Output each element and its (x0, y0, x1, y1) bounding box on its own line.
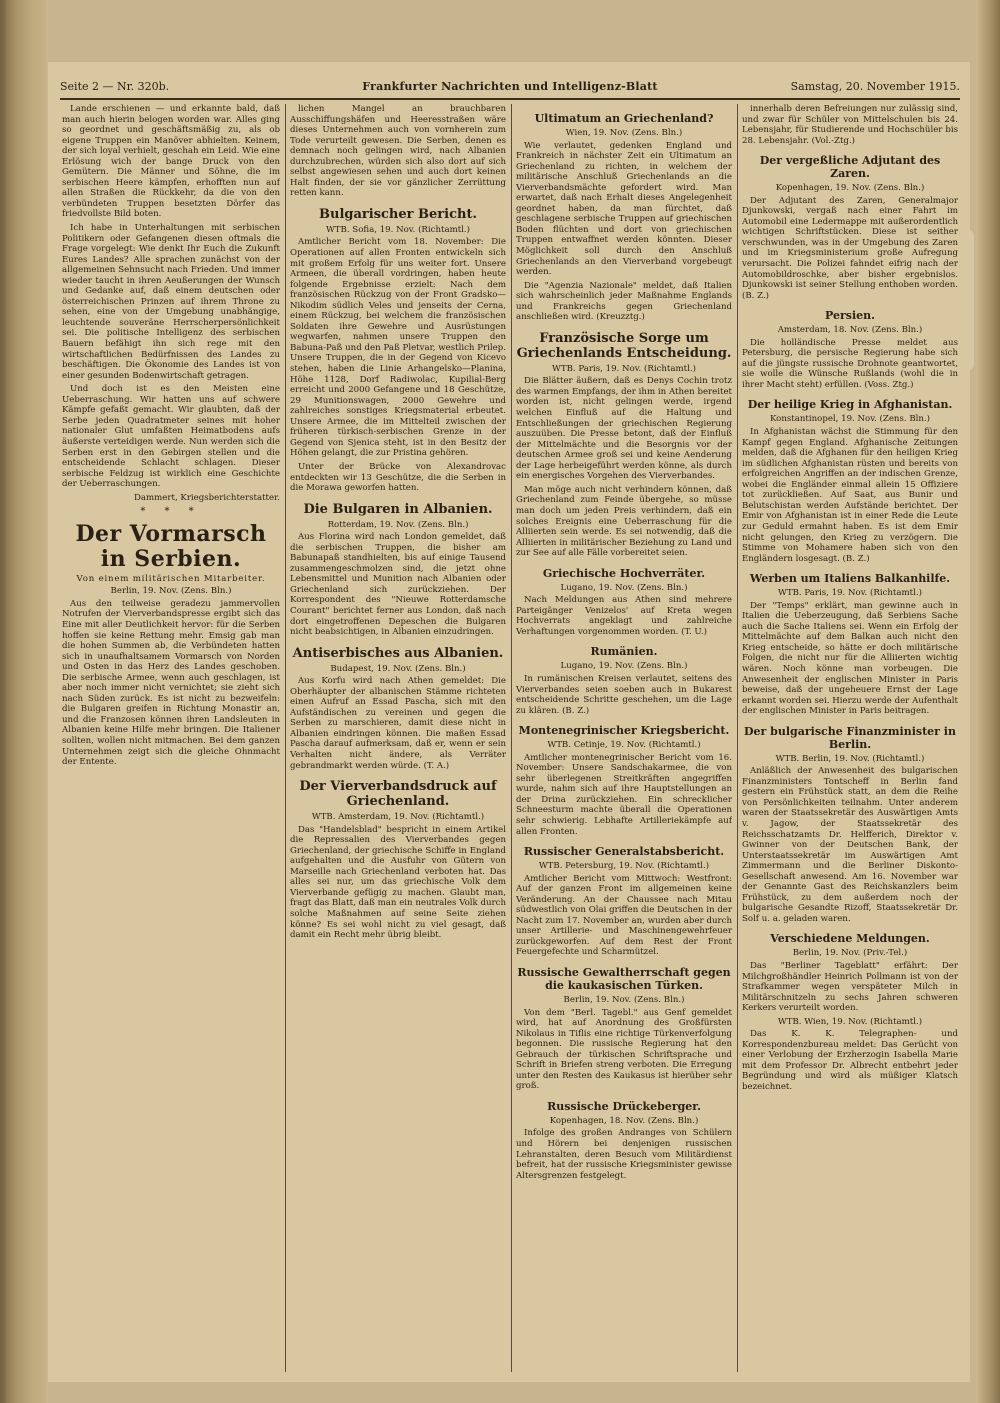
headline-vormarsch: Der Vormarsch in Serbien. (75, 520, 267, 572)
dateline: WTB. Petersburg, 19. Nov. (Richtamtl.) (538, 861, 710, 872)
article-paragraph: Die holländische Presse meldet aus Petersburg, die persische Regierung habe sich auf die jüngste russische Drohnote geantwortet, sie wolle die Wünsche Rußlands (wohl die in ihrer Macht steht) erfüllen. (Voss. Ztg.) (742, 337, 958, 390)
column-rule (285, 104, 286, 1372)
dateline: WTB. Sofia, 19. Nov. (Richtamtl.) (325, 224, 471, 235)
column-rule (511, 104, 512, 1372)
article-paragraph: Anläßlich der Anwesenheit des bulgarischen Finanzministers Tontscheff in Berlin fand gestern ein Frühstück statt, an dem die Reihe von Persönlichkeiten teilnahm. Unter anderem waren der Staatssekretär des Auswärtigen Amts v. Jagow, der Staatssekretär des Reichsschatzamts Dr. Helfferich, Direktor v. Gwinner von der Deutschen Bank, der Unterstaatssekretär im Auswärtigen Amt Zimmermann und die Berliner Diskonto-Gesellschaft anwesend. Am 16. November war der Genannte Gast des Reichskanzlers beim Frühstück, zu dem außerdem noch der bulgarische Gesandte Rizoff, Staatssekretär Dr. Solf u. a. geladen waren. (742, 766, 958, 924)
article-paragraph: Der Adjutant des Zaren, Generalmajor Djunkowski, vergaß nach einer Fahrt im Automobil eine Ledermappe mit außerordentlich wichtigen Schriftstücken. Diese ist seither verschwunden, was in der Umgebung des Zaren und im Kriegsministerium große Aufregung verursacht. Die Polizei fahndet eifrig nach der Automobildroschke, aber bisher ergebnislos. Djunkowski ist seiner Stellung enthoben worden. (B. Z.) (742, 195, 958, 301)
dateline: Lugano, 19. Nov. (Zens. Bln.) (560, 582, 688, 593)
dateline: Budapest, 19. Nov. (Zens. Bln.) (330, 663, 466, 674)
issue-date: Samstag, 20. November 1915. (790, 80, 960, 93)
article-paragraph: Man möge auch nicht verhindern können, daß Griechenland zum Feinde übergehe, so müsse man doch um jeden Preis verhindern, daß ein solches Ereignis eine Ueberraschung für die Alliierten sein werde. Es sei notwendig, daß die Alliierten in militärischer Beziehung zu Land und zur See auf alle Fälle vorbereitet seien. (516, 484, 732, 559)
author-signature: Dammert, Kriegsberichterstatter. (133, 492, 280, 503)
article-paragraph: innerhalb deren Befreiungen nur zulässig sind, und zwar für Schüler von Mittelschulen bis 24. Lebensjahr, für Studierende und Hochschüler bis 28. Lebensjahr. (Vol.-Ztg.) (742, 104, 958, 146)
left-page-edge (0, 0, 46, 1403)
headline-bulgarischer-bericht: Bulgarischer Bericht. (319, 206, 477, 222)
column-3 (516, 104, 732, 1372)
article-paragraph: Von dem "Berl. Tagebl." aus Genf gemeldet wird, hat auf Anordnung des Großfürsten Nikolaus in Tiflis eine richtige Türkenverfolgung begonnen. Die russische Regierung hat den Gebrauch der türkischen Schriftsprache und Schrift in Briefen streng verboten. Die Erregung unter den Resten des Kaukasus ist hierüber sehr groß. (516, 1007, 732, 1092)
dateline: Rotterdam, 19. Nov. (Zens. Bln.) (327, 519, 469, 530)
dateline: WTB. Amsterdam, 19. Nov. (Richtamtl.) (311, 812, 485, 823)
article-paragraph: Aus Florina wird nach London gemeldet, daß die serbischen Truppen, die bisher am Babunapaß standhielten, bis auf einige Tausend zusammengeschmolzen sind, die jetzt ohne Lebensmittel und Munition nach Albanien oder Griechenland sich zurückziehen. Der Korrespondent des "Nieuwe Rotterdamsche Courant" berichtet ferner aus London, daß nach dort eingetroffenen Depeschen die Bulgaren nicht beabsichtigen, in Albanien einzudringen. (290, 532, 506, 638)
dateline: WTB. Wien, 19. Nov. (Richtamtl.) (777, 1016, 923, 1027)
headline-gewaltherrschaft: Russische Gewaltherrschaft gegen die kaukasischen Türken. (517, 966, 731, 992)
dateline: Konstantinopel, 19. Nov. (Zens. Bln.) (769, 414, 931, 425)
article-paragraph: Unter der Brücke von Alexandrovac entdeckten wir 13 Geschütze, die die Serben in die Morawa geworfen hatten. (290, 461, 506, 494)
article-paragraph: Das K. K. Telegraphen- und Korrespondenzbureau meldet: Das Gerücht von einer Verlobung der Erzherzogin Isabella Marie mit dem Professor Dr. Albrecht entbehrt jeder Begründung und wird als müßiger Klatsch bezeichnet. (742, 1029, 958, 1093)
headline-russischer-bericht: Russischer Generalstabsbericht. (523, 845, 725, 859)
column-2 (290, 104, 506, 1372)
article-paragraph: lichen Mangel an brauchbaren Ausschiffungshäfen und Heeresstraßen wäre dieses Unternehmen auch von vornherein zum Tode verurteilt gewesen. Die Serben, denen es demnach noch gelingen wird, nach Albanien durchzubrechen, würden sich also dort auf sich selbst angewiesen sehen und auch dort keinen Halt finden, der sie vor gänzlicher Zerrüttung retten kann. (290, 104, 506, 199)
article-paragraph: Amtlicher Bericht vom 18. November: Die Operationen auf allen Fronten entwickeln sich mit großem Erfolg für uns weiter fort. Unsere Armeen, die überall vordringen, haben heute folgende Ergebnisse erzielt: Nach dem französischen Rückzug von der Front Gradsko—Nikodim südlich Veles und jenseits der Cerna, einem Rückzug, bei welchem die französischen Soldaten ihre Gewehre und Ausrüstungen wegwarfen, nahmen unsere Truppen den Babuna-Paß und den Paß Pletvar, westlich Prilep. Unsere Truppen, die in der Gegend von Kicevo stehen, haben die Linie Arhangelsko—Planina, Höhe 1128, Dorf Radiwolac, Kupilial-Berg erreicht und 2000 Gefangene und 18 Geschütze, 29 Munitionswagen, 2000 Gewehre und zahlreiches sonstiges Kriegsmaterial erbeutet. Unsere Armee, die im Mittelteil zwischen der früheren türkisch-serbischen Grenze in der Gegend von Sjenica steht, ist in den Besitz der Höhen gelangt, die zur Pristina gehören. (290, 237, 506, 459)
article-paragraph: Das "Handelsblad" bespricht in einem Artikel die Repressalien des Vierverbandes gegen Griechenland, der griechische Schiffe in England aufgehalten und die Ausfuhr von Gütern von Marseille nach Griechenland verboten hat. Das alles sei nur, um das griechische Volk dem Vierverbande gefügig zu machen. Glaubt man, fragt das Blatt, daß man ein neutrales Volk durch solche Maßnahmen auf seine Seite ziehen könne? Es sei wohl nicht zu viel gesagt, daß damit ein Recht mehr übrig bleibt. (290, 824, 506, 941)
headline-heiliger-krieg: Der heilige Krieg in Afghanistan. (747, 398, 953, 412)
column-4 (742, 104, 958, 1372)
headline-antiserbisches: Antiserbisches aus Albanien. (292, 645, 504, 661)
dateline: WTB. Cetinje, 19. Nov. (Richtamtl.) (547, 740, 701, 751)
headline-hochverraeter: Griechische Hochverräter. (542, 566, 706, 580)
article-paragraph: Die "Agenzia Nazionale" meldet, daß Italien sich wahrscheinlich jeder Maßnahme Englands und Frankreichs gegen Griechenland anschließen wird. (Kreuzztg.) (516, 280, 732, 323)
dateline: Berlin, 19. Nov. (Priv.-Tel.) (792, 948, 908, 959)
right-page-edge (978, 0, 1000, 1403)
newspaper-page (48, 62, 970, 1382)
section-divider: * * * (140, 506, 202, 518)
article-paragraph: Wie verlautet, gedenken England und Frankreich in nächster Zeit ein Ultimatum an Griechenland zu richten, in welchem der militärische Anschluß Griechenlands an die Vierverbandsmächte gefordert wird. Man erwartet, daß nach Erhalt dieses Angelegenheit geordnet haben, da man fürchtet, daß geschlagene serbische Truppen auf griechischen Boden flüchten und dort von griechischen Truppen entwaffnet werden könnten. Dieser Möglichkeit soll durch den Anschluß Griechenlands an den Vierverband vorgebeugt werden. (516, 140, 732, 278)
headline-bulgaren-albanien: Die Bulgaren in Albanien. (303, 501, 493, 517)
article-paragraph: Die Blätter äußern, daß es Denys Cochin trotz des warmen Empfangs, der ihm in Athen bereitet worden ist, nicht gelingen werde, irgend welchen Einfluß auf die Haltung und Entschließungen der griechischen Regierung auszuüben. Die Presse betont, daß der Einfluß der Mittelmächte und die Besorgnis vor der deutschen Armee groß sei und keine Aenderung der Lage herbeigeführt werden könne, als durch ein energisches Vorgehen des Vierverbandes. (516, 376, 732, 482)
headline-finanzminister: Der bulgarische Finanzminister in Berlin. (744, 724, 956, 751)
headline-verschiedene: Verschiedene Meldungen. (770, 932, 930, 946)
article-paragraph: In rumänischen Kreisen verlautet, seitens des Vierverbandes seien soeben auch in Bukarest entscheidende Schritte geschehen, um die Lage zu klären. (B. Z.) (516, 673, 732, 716)
dateline: Amsterdam, 18. Nov. (Zens. Bln.) (777, 325, 923, 336)
page-header (60, 76, 960, 100)
article-paragraph: Amtlicher Bericht vom Mittwoch: Westfront: Auf der ganzen Front im allgemeinen keine Veränderung. An der Chaussee nach Mitau südwestlich von Olai griffen die Deutschen in der Nacht zum 17. November an, wurden aber durch unser Artillerie- und Maschinengewehrfeuer zurückgeworfen. Auf dem Rest der Front Feuergefechte und Scharmützel. (516, 873, 732, 958)
column-rule (737, 104, 738, 1372)
article-paragraph: Infolge des großen Andranges von Schülern und Hörern bei denjenigen russischen Lehranstalten, deren Besuch vom Militärdienst befreit, hat der russische Kriegsminister gewisse Altersgrenzen festgelegt. (516, 1128, 732, 1181)
article-paragraph: Amtlicher montenegrinischer Bericht vom 16. November: Unsere Sandschakarmee, die von sehr überlegenen Streitkräften angegriffen wurde, nahm sich auf ihre Hauptstellungen an der Drina zurückziehen. Ein schrecklicher Schneesturm machte überall die Operationen sehr schwierig. Lebhafte Artilleriekämpfe auf allen Fronten. (516, 752, 732, 837)
article-paragraph: Lande erschienen — und erkannte bald, daß man auch hierin belogen worden war. Alles ging so geordnet und geschäftsmäßig zu, als ob eigene Truppen ein Manöver abhielten. Keinem, der sich loyal verhielt, geschah ein Leid. Wie eine Erlösung wich der bange Druck von den Gemütern. Die Männer und Söhne, die im serbischen Heere kämpfen, erhofften nun auf allen Straßen die Rückkehr, da die von den verbündeten Truppen besetzten Dörfer das friedvollste Bild boten. (62, 104, 280, 220)
dateline: WTB. Berlin, 19. Nov. (Richtamtl.) (775, 753, 925, 764)
dateline: Berlin, 19. Nov. (Zens. Bln.) (110, 586, 232, 597)
article-paragraph: Und doch ist es den Meisten eine Ueberraschung. Wir hatten uns auf schwere Kämpfe gefaßt gemacht. Wir glaubten, daß der Serbe jeden Quadratmeter seines mit hoher nationaler Glut umfaßten Heimatbodens aufs äußerste verteidigen werde. Nun werden sich die Serben erst in den Gebirgen stellen und die entscheidende Schlacht schlagen. Dieser serbische Feldzug ist wirklich eine Geschichte der Ueberraschungen. (62, 384, 280, 490)
headline-franzoesische-sorge: Französische Sorge um Griechenlands Entscheidung. (516, 330, 732, 361)
headline-montenegro: Montenegrinischer Kriegsbericht. (518, 724, 730, 738)
headline-drueckeberger: Russische Drückeberger. (547, 1099, 701, 1113)
headline-ultimatum: Ultimatum an Griechenland? (534, 112, 714, 125)
subheadline: Von einem militärischen Mitarbeiter. (76, 573, 266, 584)
article-paragraph: Das "Berliner Tageblatt" erfährt: Der Milchgroßhändler Heinrich Pollmann ist von der Strafkammer wegen verspäteter Milch in Militärschnitzeln zu sechs Jahren schweren Kerkers verurteilt worden. (742, 961, 958, 1014)
dateline: Berlin, 19. Nov. (Zens. Bln.) (563, 995, 685, 1005)
article-paragraph: In Afghanistan wächst die Stimmung für den Kampf gegen England. Afghanische Zeitungen melden, daß die Afghanen für den heiligen Krieg im südlichen Afghanistan rüsten und bereits von erfolgreichen Angriffen an der indischen Grenze, wobei die Engländer einmal allein 15 Offiziere tot zurückließen. Auf Saat, aus Bunir und Belutschistan werden Aufstände berichtet. Der Emir von Afghanistan ist in einer Rede die Leute zur Geduld ermahnt haben. Es ist dem Emir nicht gelungen, den Krieg zu verzögern. Die Stimme von Mohamere haben sich von den Engländern losgesagt. (B. Z.) (742, 427, 958, 564)
headline-adjutant: Der vergeßliche Adjutant des Zaren. (759, 154, 941, 181)
newspaper-title: Frankfurter Nachrichten und Intelligenz-Blatt (362, 80, 658, 93)
headline-rumaenien: Rumänien. (590, 645, 658, 659)
headline-vierverbandsdruck: Der Vierverbandsdruck auf Griechenland. (299, 779, 497, 810)
headline-persien: Persien. (825, 309, 875, 323)
dateline: Kopenhagen, 18. Nov. (Zens. Bln.) (549, 1115, 699, 1126)
article-paragraph: Ich habe in Unterhaltungen mit serbischen Politikern oder Gefangenen diesen oftmals die Frage vorgelegt: Wie denkt Ihr Euch die Zukunft Eures Landes? Alle sprachen zunächst von der allgemeinen Sehnsucht nach Frieden. Und immer wieder taucht in ihren Aeußerungen der Wunsch und Gedanke auf, daß einem deutschen oder österreichischen Prinzen auf ihrem Throne zu sehen, eine von der Umgebung unabhängige, leuchtende souveräne Herrscherpersönlichkeit sei. Die politische Intelligenz des serbischen Bauern befähigt ihn sich rege mit den wirtschaftlichen Bedürfnissen des Landes zu beschäftigen. Die Ökonomie des Landes ist von einer gesunden Bodenwirtschaft getragen. (62, 223, 280, 381)
article-paragraph: Nach Meldungen aus Athen sind mehrere Parteigänger Venizelos' auf Kreta wegen Hochverrats angeklagt und zahlreiche Verhaftungen vorgenommen worden. (T. U.) (516, 595, 732, 637)
dateline: Kopenhagen, 19. Nov. (Zens. Bln.) (775, 183, 925, 194)
dateline: Wien, 19. Nov. (Zens. Bln.) (565, 128, 683, 138)
headline-werben-italien: Werben um Italiens Balkanhilfe. (749, 572, 951, 586)
binding-shadow (0, 0, 6, 1403)
dateline: Lugano, 19. Nov. (Zens. Bln.) (560, 661, 688, 672)
article-paragraph: Aus den teilweise geradezu jammervollen Notrufen der Vierverbandspresse ergibt sich das Eine mit aller Deutlichkeit hervor: für die Serben hoffen sie keine Rettung mehr. Emsig gab man die hohen Summen ab, die Verbündeten hatten sich in unaufhaltsamem Vormarsch von Norden und Osten in das Herz des Landes geschoben. Die serbische Armee, wenn auch geschlagen, ist aber noch immer nicht vernichtet; sie zieht sich nach Süden zurück. Es ist nicht zu bezweifeln: die Bulgaren greifen in Richtung Monastir an, und die Franzosen können ihren Landsleuten in Albanien keine Hilfe mehr bringen. Die Italiener sollten, wollen nicht mitmachen. Bei dem ganzen Unternehmen zeigt sich die gleiche Ohnmacht der Entente. (62, 598, 280, 768)
article-paragraph: Der "Temps" erklärt, man gewinne auch in Italien die Ueberzeugung, daß Serbiens Sache auch die Sache Italiens sei. Wenn ein Erfolg der Mittelmächte auf dem Balkan auch nicht den Krieg entscheide, so hätte er doch militärische Folgen, die nicht nur für die Alliierten wichtig wären. Noch könne man vorbeugen. Die Anwesenheit der englischen Minister in Paris beweise, daß der ungeheuere Ernst der Lage erkannt worden sei. Hierzu werde der Aufenthalt der englischen Minister in Paris beitragen. (742, 600, 958, 717)
dateline: WTB. Paris, 19. Nov. (Richtamtl.) (552, 363, 696, 374)
dateline: WTB. Paris, 19. Nov. (Richtamtl.) (778, 588, 922, 599)
column-1 (62, 104, 280, 1372)
page-number: Seite 2 — Nr. 320b. (60, 80, 170, 93)
article-paragraph: Aus Korfu wird nach Athen gemeldet: Die Oberhäupter der albanischen Stämme richteten einen Aufruf an Essad Pascha, sich mit den Aufständischen zu vereinen und gegen die Serben zu marschieren, damit diese nicht in Albanien eindringen können. Die maßen Essad Pascha darauf aufmerksam, daß er, wenn er sein Verhalten nicht ändere, als Verräter gebrandmarkt werden würde. (T. A.) (290, 676, 506, 771)
